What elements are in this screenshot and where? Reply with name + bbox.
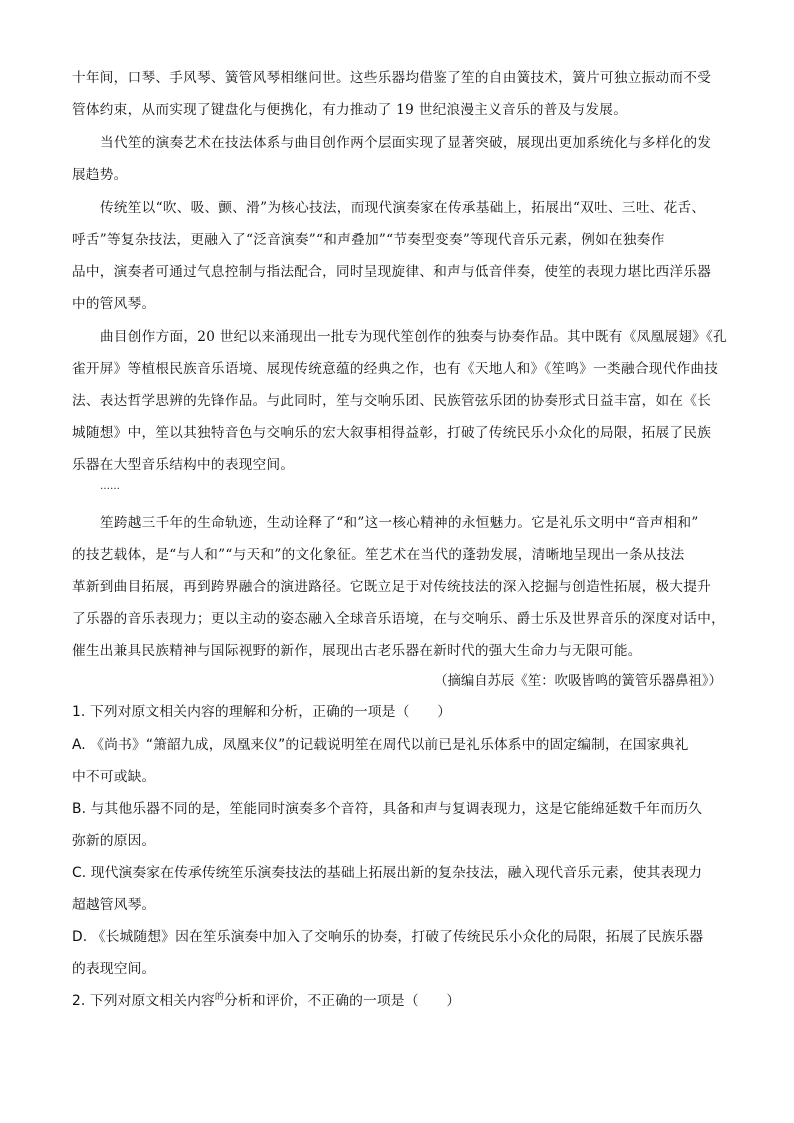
question-2-stem-superscript: 的: [214, 992, 225, 1003]
article-line: 管体约束，从而实现了键盘化与便携化，有力推动了 19 世纪浪漫主义音乐的普及与发展。: [72, 102, 628, 118]
question-1-option-d-cont: 的表现空间。: [72, 961, 156, 977]
article-line: 了乐器的音乐表现力；更以主动的姿态融入全球音乐语境，在与交响乐、爵士乐及世界音乐的深度对话中，: [72, 611, 726, 627]
question-1-option-d: D. 《长城随想》因在笙乐演奏中加入了交响乐的协奏，打破了传统民乐小众化的局限，拓展了民族乐器: [72, 929, 704, 945]
article-line: 中的管风琴。: [72, 296, 156, 312]
question-1-stem: 1. 下列对原文相关内容的理解和分析，正确的一项是（ ）: [72, 704, 452, 720]
question-2-stem-start: 2. 下列对原文相关内容: [72, 993, 215, 1009]
ellipsis-marker: ……: [100, 481, 120, 492]
question-1-option-b: B. 与其他乐器不同的是，笙能同时演奏多个音符，具备和声与复调表现力，这是它能绵延数千年而历久: [72, 801, 702, 817]
article-line: 的技艺载体，是“与人和”“与天和”的文化象征。笙艺术在当代的蓬勃发展，清晰地呈现出一条从技法: [72, 547, 685, 563]
article-line: 雀开屏》等植根民族音乐语境、展现传统意蕴的经典之作，也有《天地人和》《笙鸣》一类融合现代作曲技: [72, 361, 719, 377]
article-line: 法、表达哲学思辨的先锋作品。与此同时，笙与交响乐团、民族管弦乐团的协奏形式日益丰富，如在《长: [72, 393, 712, 409]
question-2-stem: [72, 989, 460, 1009]
article-line: 催生出兼具民族精神与国际视野的新作，展现出古老乐器在新时代的强大生命力与无限可能。: [72, 643, 642, 659]
article-line: 传统笙以“吹、吸、颤、滑”为核心技法，而现代演奏家在传承基础上，拓展出“双吐、三吐、花舌、: [100, 200, 706, 216]
article-line: 当代笙的演奏艺术在技法体系与曲目创作两个层面实现了显著突破，展现出更加系统化与多样化的发: [100, 135, 712, 151]
article-line: 革新到曲目拓展，再到跨界融合的演进路径。它既立足于对传统技法的深入挖掘与创造性拓展，极大提升: [72, 579, 712, 595]
question-1-option-c: C. 现代演奏家在传承传统笙乐演奏技法的基础上拓展出新的复杂技法，融入现代音乐元素，使其表现力: [72, 865, 703, 881]
question-1-option-b-cont: 弥新的原因。: [72, 833, 156, 849]
article-line: 十年间，口琴、手风琴、簧管风琴相继问世。这些乐器均借鉴了笙的自由簧技术，簧片可独立振动而不受: [72, 70, 712, 86]
article-line: 品中，演奏者可通过气息控制与指法配合，同时呈现旋律、和声与低音伴奏，使笙的表现力堪比西洋乐器: [72, 264, 712, 280]
question-2-stem-end: 分析和评价，不正确的一项是（ ）: [224, 993, 461, 1009]
question-1-option-a: A. 《尚书》“箫韶九成，凤凰来仪”的记载说明笙在周代以前已是礼乐体系中的固定编制，在国家典礼: [72, 737, 689, 753]
article-line: 笙跨越三千年的生命轨迹，生动诠释了“和”这一核心精神的永恒魅力。它是礼乐文明中“音声相和”: [100, 515, 699, 531]
question-1-option-c-cont: 超越管风琴。: [72, 897, 156, 913]
question-1-option-a-cont: 中不可或缺。: [72, 769, 156, 785]
article-source: （摘编自苏辰《笙：吹吸皆鸣的簧管乐器鼻祖》）: [434, 674, 722, 689]
article-line: 呼舌”等复杂技法，更融入了“泛音演奏”“和声叠加”“节奏型变奏”等现代音乐元素，例如在独奏作: [72, 232, 665, 248]
article-line: 乐器在大型音乐结构中的表现空间。: [72, 457, 295, 473]
article-line: 城随想》中，笙以其独特音色与交响乐的宏大叙事相得益彰，打破了传统民乐小众化的局限，拓展了民族: [72, 425, 712, 441]
article-line: 曲目创作方面，20 世纪以来涌现出一批专为现代笙创作的独奏与协奏作品。其中既有《凤凰展翅》《孔: [100, 329, 728, 345]
article-line: 展趋势。: [72, 167, 128, 183]
